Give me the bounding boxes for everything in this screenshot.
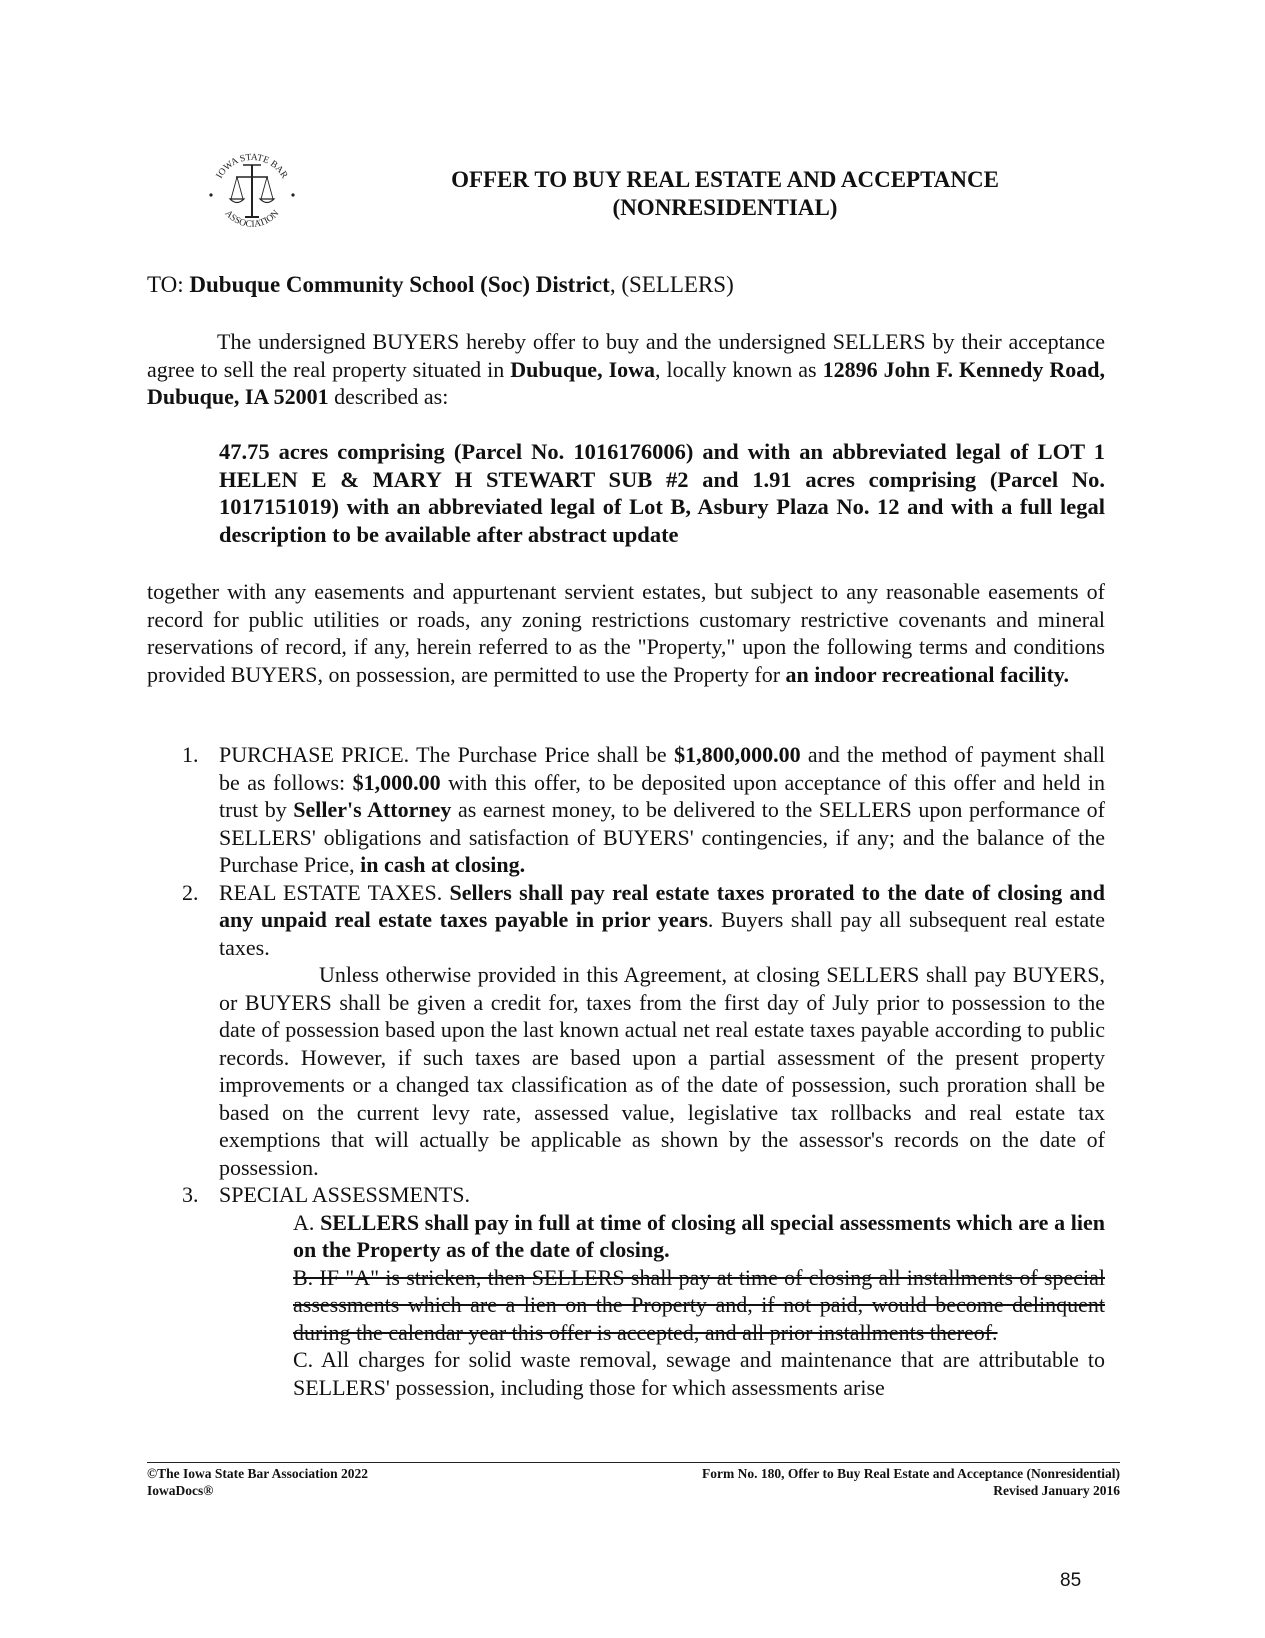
property-terms-paragraph xyxy=(147,578,1105,688)
seller-name: Dubuque Community School (Soc) District xyxy=(189,272,610,297)
legal-description: 47.75 acres comprising (Parcel No. 1016176006) and with an abbreviated legal of LOT 1 HELEN E & MARY H STEWART SUB #2 and 1.91 acres comprising (Parcel No. 1017151019) with an abbreviated legal of Lot B, Asbury Plaza No. 12 and with a full legal description to be available after abstract update xyxy=(219,439,1105,547)
footer-right xyxy=(560,1465,1120,1499)
page-number: 85 xyxy=(1060,1570,1082,1591)
sellers-suffix: , (SELLERS) xyxy=(609,272,734,297)
term-text: and the method of payment shall be as follows: xyxy=(219,742,1106,795)
iowa-state-bar-seal-logo xyxy=(203,143,301,241)
property-city: Dubuque, Iowa xyxy=(510,356,656,382)
assessment-option-c: C. All charges for solid waste removal, sewage and maintenance that are attributable to SELLERS' possession, including those for which assessments arise xyxy=(293,1347,1105,1400)
title-line-2: (NONRESIDENTIAL) xyxy=(612,195,838,220)
property-terms-text: together with any easements and appurtenant servient estates, but subject to any reasonable easements of record for public utilities or roads, any zoning restrictions customary restrictive covenants and mineral reservations of record, if any, herein referred to as the "Property," upon the following terms and conditions provided BUYERS, on possession, are permitted to use the Property for xyxy=(147,579,1105,687)
document-title xyxy=(420,166,1030,222)
earnest-money-value: $1,000.00 xyxy=(352,769,441,795)
permitted-use: an indoor recreational facility. xyxy=(785,661,1070,687)
addressee-line xyxy=(147,271,734,299)
intro-text: described as: xyxy=(328,384,449,409)
term-heading: SPECIAL ASSESSMENTS. xyxy=(219,1182,471,1207)
term-text: REAL ESTATE TAXES. xyxy=(219,879,450,905)
term-number: 3. xyxy=(182,1182,199,1207)
escrow-holder: Seller's Attorney xyxy=(293,797,452,822)
term-special-assessments xyxy=(147,1181,1105,1401)
to-label: TO: xyxy=(147,272,190,297)
term-text: PURCHASE PRICE. The Purchase Price shall be xyxy=(219,742,675,767)
terms-list xyxy=(147,741,1105,1401)
term-text: as earnest money, to be delivered to the SELLERS upon performance of SELLERS' obligations and satisfaction of BUYERS' contingencies, if any; and the balance of the Purchase Price, xyxy=(219,797,1105,877)
term-number: 2. xyxy=(182,879,199,905)
assessment-option-b-stricken: B. IF "A" is stricken, then SELLERS shall pay at time of closing all installments of special assessments which are a lien on the Property and, if not paid, would become delinquent during the calendar year this offer is accepted, and all prior installments thereof. xyxy=(293,1264,1105,1345)
form-number: Form No. 180, Offer to Buy Real Estate and Acceptance (Nonresidential) xyxy=(702,1466,1120,1481)
term-number: 1. xyxy=(182,742,199,767)
brand-name: IowaDocs® xyxy=(147,1483,214,1498)
intro-text: , locally known as xyxy=(655,356,823,382)
option-label: A. xyxy=(293,1209,321,1235)
svg-text:IOWA STATE BAR: IOWA STATE BAR xyxy=(214,152,290,181)
tax-obligation: Sellers shall pay real estate taxes prorated to the date of closing and any unpaid real estate taxes payable in prior years xyxy=(219,879,1105,932)
footer-divider xyxy=(147,1462,1120,1463)
svg-text:ASSOCIATION: ASSOCIATION xyxy=(222,208,282,230)
intro-text: The undersigned BUYERS hereby offer to buy and the undersigned SELLERS by their acceptance agree to sell the real property situated in xyxy=(147,329,1105,382)
title-line-1: OFFER TO BUY REAL ESTATE AND ACCEPTANCE xyxy=(451,167,999,192)
assessment-option-a xyxy=(293,1209,1105,1264)
term-real-estate-taxes xyxy=(147,879,1105,1182)
scales-of-justice-icon xyxy=(203,143,301,241)
revision-date: Revised January 2016 xyxy=(993,1483,1120,1498)
tax-proration-paragraph xyxy=(219,961,1105,1181)
purchase-price-value: $1,800,000.00 xyxy=(674,742,801,767)
term-text: with this offer, to be deposited upon acceptance of this offer and held in trust by xyxy=(219,769,1106,822)
property-address: 12896 John F. Kennedy Road, Dubuque, IA 52001 xyxy=(147,356,1105,409)
balance-method: in cash at closing. xyxy=(360,852,526,877)
term-text: . Buyers shall pay all subsequent real estate taxes. xyxy=(219,907,1105,960)
option-a-text: SELLERS shall pay in full at time of closing all special assessments which are a lien on the Property as of the date of closing. xyxy=(293,1209,1105,1262)
term-purchase-price xyxy=(147,741,1105,879)
footer-left xyxy=(147,1465,368,1499)
intro-paragraph xyxy=(147,328,1105,411)
copyright-notice: ©The Iowa State Bar Association 2022 xyxy=(147,1466,368,1481)
tax-proration-text: Unless otherwise provided in this Agreement, at closing SELLERS shall pay BUYERS, or BUYERS shall be given a credit for, taxes from the first day of July prior to possession to the date of possession based upon the last known actual net real estate taxes payable according to public records. However, if such taxes are based upon a partial assessment of the present property improvements or a changed tax classification as of the date of possession, such proration shall be based on the current levy rate, assessed value, legislative tax rollbacks and real estate tax exemptions that will actually be applicable as shown by the assessor's records on the date of possession. xyxy=(219,962,1105,1180)
